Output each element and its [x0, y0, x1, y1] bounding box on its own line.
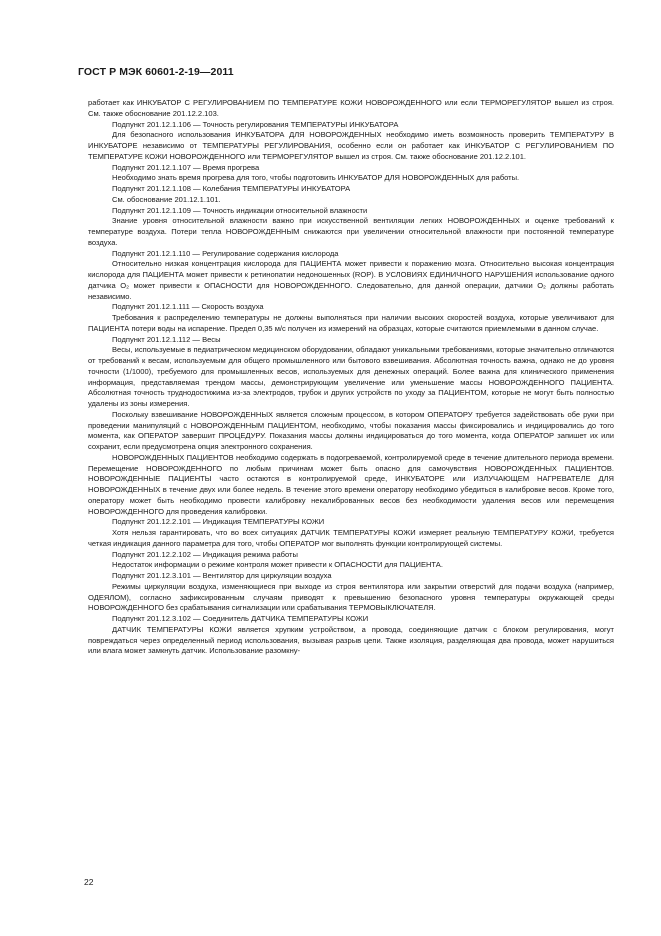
paragraph: Требования к распределению температуры не должны выполняться при наличии высоких скоростей воздуха, которые увеличивают для ПАЦИЕНТА потери воды на испарение. Предел 0,35 м/с получен из измерений на образцах, которые считаются приемлемыми в данном случае.	[88, 313, 614, 333]
subclause-heading: Подпункт 201.12.1.112 — Весы	[112, 334, 221, 344]
paragraph: Знание уровня относительной влажности важно при искусственной вентиляции легких НОВОРОЖДЕННЫХ и оценке требований к температуре воздуха. Потери тепла НОВОРОЖДЕННЫМ снижаются при увеличении относительной влажности при постоянной температуре воздуха.	[88, 216, 614, 247]
paragraph: Относительно низкая концентрация кислорода для ПАЦИЕНТА может привести к поражению мозга. Относительно высокая концентрация кислорода для ПАЦИЕНТА может привести к ретинопатии недоношенных (ROP). В УСЛОВИЯХ ЕДИНИЧНОГО НАРУШЕНИЯ использование одного датчика O₂ может привести к ОПАСНОСТИ для НОВОРОЖДЕННОГО. Следовательно, для данной операции, датчики O₂ должны работать независимо.	[88, 259, 614, 301]
document-body	[88, 98, 614, 657]
subclause-heading: Подпункт 201.12.1.106 — Точность регулирования ТЕМПЕРАТУРЫ ИНКУБАТОРА	[112, 119, 399, 129]
paragraph: работает как ИНКУБАТОР С РЕГУЛИРОВАНИЕМ ПО ТЕМПЕРАТУРЕ КОЖИ НОВОРОЖДЕННОГО или если ТЕРМОРЕГУЛЯТОР вышел из строя. См. также обоснование 201.12.2.103.	[88, 98, 614, 118]
paragraph: Поскольку взвешивание НОВОРОЖДЕННЫХ является сложным процессом, в котором ОПЕРАТОРУ требуется задействовать обе руки при проведении манипуляций с НОВОРОЖДЕННЫМ ПАЦИЕНТОМ, необходимо, чтобы показания массы фиксировались и индицировались до того момента, как ОПЕРАТОР завершит ПРОЦЕДУРУ. Показания массы должны индицироваться до того момента, когда ОПЕРАТОР запишет их или сохранит, если предусмотрена опция электронного сохранения.	[88, 409, 614, 451]
subclause-heading: Подпункт 201.12.1.111 — Скорость воздуха	[112, 302, 264, 312]
paragraph: Хотя нельзя гарантировать, что во всех ситуациях ДАТЧИК ТЕМПЕРАТУРЫ КОЖИ измеряет реальную ТЕМПЕРАТУРУ КОЖИ, требуется четкая индикация данного параметра для того, чтобы ОПЕРАТОР мог выполнять функции контролирующей системы.	[88, 528, 614, 548]
subclause-heading: Подпункт 201.12.1.107 — Время прогрева	[112, 162, 260, 172]
paragraph: См. обоснование 201.12.1.101.	[112, 194, 221, 204]
document-header: ГОСТ Р МЭК 60601-2-19—2011	[78, 66, 234, 78]
subclause-heading: Подпункт 201.12.3.102 — Соединитель ДАТЧИКА ТЕМПЕРАТУРЫ КОЖИ	[112, 614, 369, 623]
subclause-heading: Подпункт 201.12.3.101 — Вентилятор для циркуляции воздуха	[112, 571, 332, 580]
subclause-heading: Подпункт 201.12.1.108 — Колебания ТЕМПЕРАТУРЫ ИНКУБАТОРА	[112, 184, 351, 193]
subclause-heading: Подпункт 201.12.1.109 — Точность индикации относительной влажности	[112, 205, 368, 215]
paragraph: Режимы циркуляции воздуха, изменяющиеся при выходе из строя вентилятора или закрытии отверстий для подачи воздуха (например, ОДЕЯЛОМ), согласно зафиксированным случаям приводят к превышению безопасного уровня температуры окружающей среды НОВОРОЖДЕННОГО без срабатывания сигнализации или срабатывания ТЕРМОВЫКЛЮЧАТЕЛЯ.	[88, 581, 614, 613]
page-number: 22	[84, 877, 94, 887]
paragraph: Весы, используемые в педиатрическом медицинском оборудовании, обладают уникальными требованиями, которые значительно отличаются от требований к весам, используемым для общего промышленного или бытового взвешивания. Абсолютная точность важна, однако не до уровня точности (1/1000), требуемого для промышленных весов, используемых для денежных операций. Более важна для клинического применения информация, представляемая трендом массы, демонстрирующим увеличение или уменьшение массы НОВОРОЖДЕННОГО ПАЦИЕНТА. Абсолютная точность труднодостижима из-за электродов, трубок и других устройств по уходу за ПАЦИЕНТОМ, которые не могут быть полностью удалены из зоны измерения.	[88, 345, 614, 408]
paragraph: Для безопасного использования ИНКУБАТОРА ДЛЯ НОВОРОЖДЕННЫХ необходимо иметь возможность проверить ТЕМПЕРАТУРУ В ИНКУБАТОРЕ независимо от ТЕМПЕРАТУРЫ РЕГУЛИРОВАНИЯ, особенно если он работает как ИНКУБАТОР С РЕГУЛИРОВАНИЕМ ПО ТЕМПЕРАТУРЕ КОЖИ НОВОРОЖДЕННОГО или ТЕРМОРЕГУЛЯТОР вышел из строя. См. также обоснование 201.12.2.101.	[88, 130, 614, 161]
paragraph: Недостаток информации о режиме контроля может привести к ОПАСНОСТИ для ПАЦИЕНТА.	[112, 560, 443, 570]
paragraph: НОВОРОЖДЕННЫХ ПАЦИЕНТОВ необходимо содержать в подогреваемой, контролируемой среде в течение длительного периода времени. Перемещение НОВОРОЖДЕННОГО по любым причинам может быть опасно для самочувствия НОВОРОЖДЕННЫХ ПАЦИЕНТОВ. НОВОРОЖДЕННЫЕ ПАЦИЕНТЫ часто остаются в контролируемой среде, ИНКУБАТОРЕ или ИЗЛУЧАЮЩЕМ НАГРЕВАТЕЛЕ ДЛЯ НОВОРОЖДЕННЫХ в течение двух или более недель. В течение этого времени оператору необходимо убедиться в калибровке весов. Кроме того, оператору может быть необходимо провести калибровку некалиброванных весов без необходимости удаления весов или перемещения НОВОРОЖДЕННОГО для проведения калибровки.	[88, 452, 614, 516]
paragraph: ДАТЧИК ТЕМПЕРАТУРЫ КОЖИ является хрупким устройством, а провода, соединяющие датчик с блоком регулирования, могут повреждаться через определенный период использования, вызывая разрыв цепи. Также изоляция, разделяющая два провода, может нарушиться или влага может замкнуть датчик. Использование разомкну-	[88, 624, 614, 656]
subclause-heading: Подпункт 201.12.2.102 — Индикация режима работы	[112, 549, 298, 559]
paragraph: Необходимо знать время прогрева для того, чтобы подготовить ИНКУБАТОР ДЛЯ НОВОРОЖДЕННЫХ для работы.	[112, 173, 520, 183]
subclause-heading: Подпункт 201.12.2.101 — Индикация ТЕМПЕРАТУРЫ КОЖИ	[112, 517, 325, 527]
subclause-heading: Подпункт 201.12.1.110 — Регулирование содержания кислорода	[112, 248, 339, 258]
